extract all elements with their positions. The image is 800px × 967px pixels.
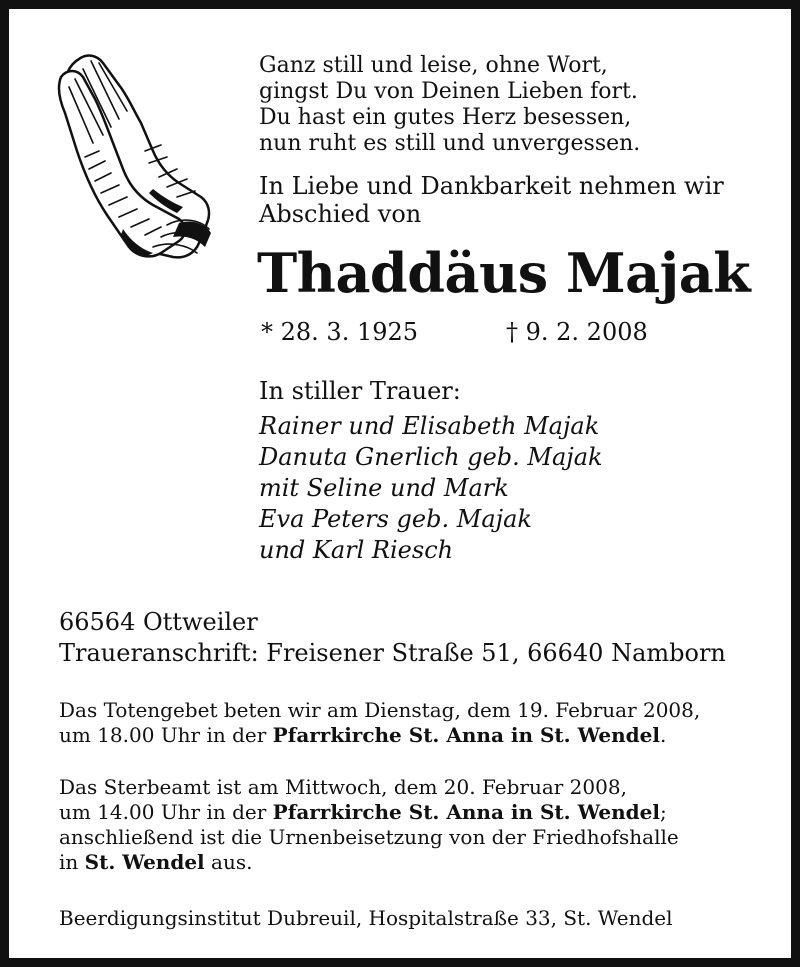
address-block xyxy=(59,607,726,669)
funeral-home: Beerdigungsinstitut Dubreuil, Hospitalstraße 33, St. Wendel xyxy=(59,906,673,930)
mourner-name: Rainer und Elisabeth Majak xyxy=(259,412,600,440)
poem-line: gingst Du von Deinen Lieben fort. xyxy=(259,79,638,104)
mourners-list xyxy=(259,411,603,566)
requiem-time: um 14.00 Uhr in der xyxy=(59,800,273,824)
requiem-line xyxy=(59,850,679,875)
intro-text xyxy=(259,172,724,228)
requiem-prefix: in xyxy=(59,850,85,874)
mourning-address: Traueranschrift: Freisener Straße 51, 66640 Namborn xyxy=(59,639,726,667)
praying-hands-icon xyxy=(49,47,219,269)
intro-line: In Liebe und Dankbarkeit nehmen wir xyxy=(259,172,724,200)
requiem-line: anschließend ist die Urnenbeisetzung von der Friedhofshalle xyxy=(59,825,679,849)
deceased-name: Thaddäus Majak xyxy=(257,241,751,305)
requiem-suffix: aus. xyxy=(204,850,253,874)
death-date: † 9. 2. 2008 xyxy=(506,318,648,346)
prayer-line: Das Totengebet beten wir am Dienstag, dem 19. Februar 2008, xyxy=(59,698,701,722)
church-name: Pfarrkirche St. Anna in St. Wendel xyxy=(272,800,660,824)
prayer-notice xyxy=(59,698,700,748)
poem xyxy=(259,53,640,157)
requiem-line: Das Sterbeamt ist am Mittwoch, dem 20. Februar 2008, xyxy=(59,775,627,799)
church-name: Pfarrkirche St. Anna in St. Wendel xyxy=(272,723,660,747)
mourner-name: und Karl Riesch xyxy=(259,536,454,564)
punctuation: ; xyxy=(660,800,667,824)
poem-line: Ganz still und leise, ohne Wort, xyxy=(259,53,608,78)
intro-line: Abschied von xyxy=(259,200,422,228)
city-line: 66564 Ottweiler xyxy=(59,608,258,636)
mourning-label: In stiller Trauer: xyxy=(259,377,461,405)
prayer-line xyxy=(59,723,700,748)
mourner-name: mit Seline und Mark xyxy=(259,474,509,502)
poem-line: Du hast ein gutes Herz besessen, xyxy=(259,105,632,130)
punctuation: . xyxy=(660,723,667,747)
requiem-line xyxy=(59,800,679,825)
requiem-notice xyxy=(59,775,679,875)
mourner-name: Eva Peters geb. Majak xyxy=(259,505,532,533)
mourner-name: Danuta Gnerlich geb. Majak xyxy=(259,443,603,471)
birth-date: * 28. 3. 1925 xyxy=(261,318,419,346)
poem-line: nun ruht es still und unvergessen. xyxy=(259,131,641,156)
place-name: St. Wendel xyxy=(84,850,205,874)
prayer-time: um 18.00 Uhr in der xyxy=(59,723,273,747)
